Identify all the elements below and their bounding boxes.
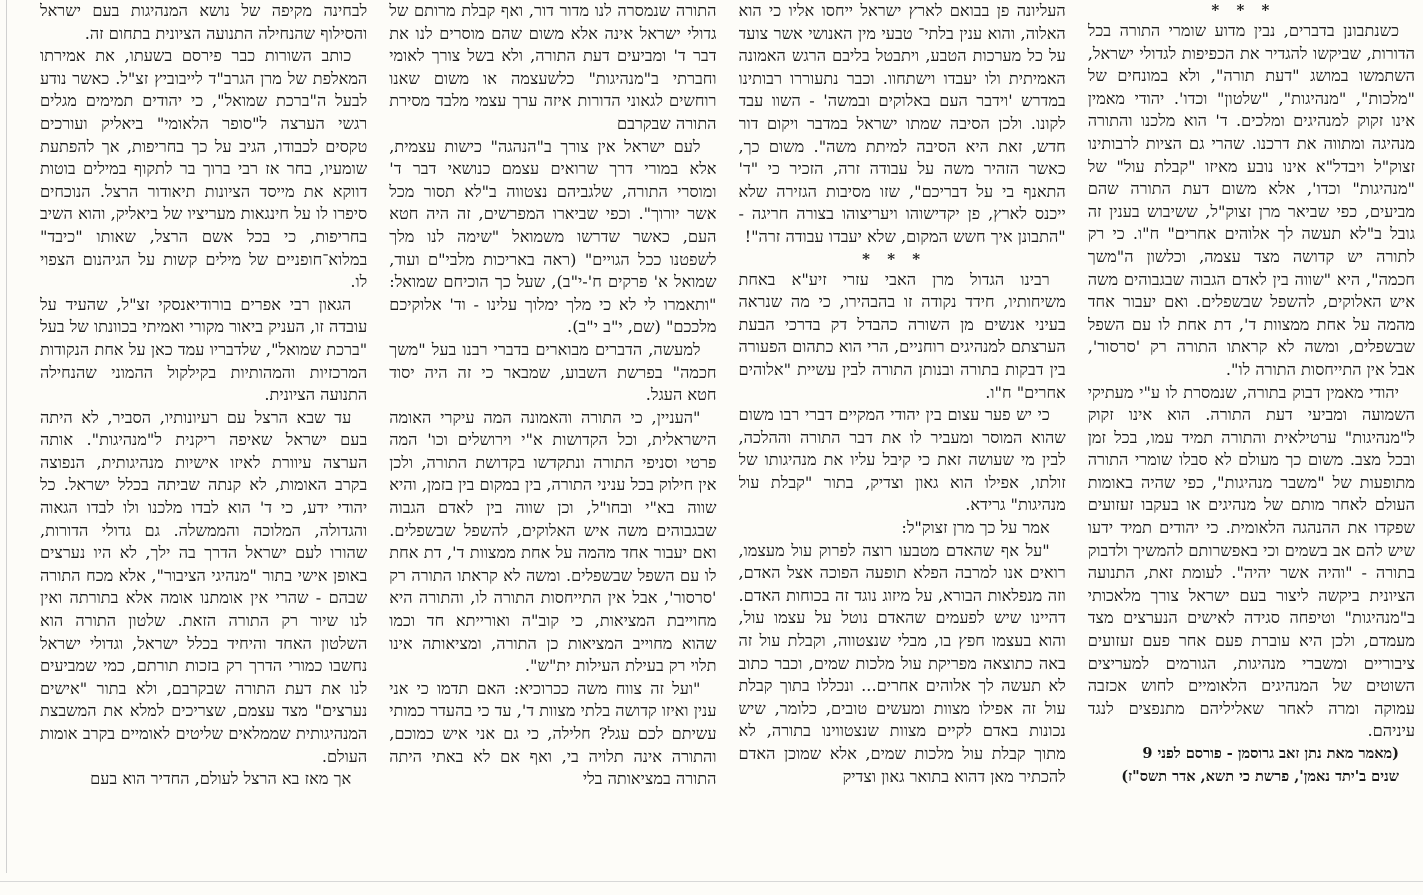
column-3 [739,0,1066,873]
paragraph: למעשה, הדברים מבוארים בדברי רבנו בעל "משך חכמה" בפרשת השבוע, שמבאר כי זה היה יסוד חטא העגל. [389,339,717,405]
paragraph: התורה שנמסרה לנו מדור דור, ואף קבלת מרותם של גדולי ישראל אינה אלא משום שהם מוסרים לנו את דבר ד' ומביעים דעת התורה, ולא בשל צורך לאומי וחברתי ב"מנהיגות" כלשעצמה או משום שאנו רוחשים לגאוני הדורות איזה ערך עצמי מלבד מסירת התורה שבקרבם [389,1,717,133]
paragraph: "ועל זה צווח משה ככרוכיא: האם תדמו כי אני ענין ואיזו קדושה בלתי מצוות ד', עד כי בהעדר כמותי עשיתם לכם עגל? חלילה, כי גם אני איש כמוכם, והתורה אינה תלויה בי, ואף אם לא באתי היתה התורה במציאותה בלי [389,678,717,789]
paragraph: רבינו הגדול מרן האבי עזרי זיע"א באחת משיחותיו, חידד נקודה זו בהבהירו, כי מה שנראה בעיני אנשים מן השורה כהבדל דק בדרכי הבעת הערצתם למנהיגים רוחניים, הרי הוא כתהום הפעורה בין דבקות בתורה ובנותן התורה לבין עשיית "אלוהים אחרים" ח"ו. [738,269,1066,402]
paragraph: יהודי מאמין דבוק בתורה, שנמסרת לו ע"י מעתיקי השמועה ומביעי דעת התורה. הוא אינו זקוק ל"מנהיגות" ערטילאית והתורה תמיד עמו, בכל זמן ובכל מצב. משום כך מעולם לא סבלו שומרי התורה מתופעות של "משבר מנהיגות", כפי שהיה באומות העולם לאחר מותם של מנהיגים או בעקבו זעזועים שפקדו את ההנהגה הלאומית. כי יהודים תמיד ידעו שיש להם אב בשמים וכי באפשרותם להמשיך ולדבוק בתורה - "והיה אשר יהיה". לעומת זאת, התנועה הציונית ביקשה ליצור בעם ישראל צורך מלאכותי ב"מנהיגות" וטיפחה סגידה לאישים הנערצים מצד מעמדם, ולכן היא עוברת פעם אחר פעם זעזועים ציבוריים ומשברי מנהיגות, הגורמים למעריצים השוטים של המנהיגים הלאומיים לחוש אכזבה עמוקה ומרה לאחר שאליליהם מתנפצים לנגד עיניהם. [1087,382,1415,741]
article-signature-line-1: (מאמר מאת נתן זאב גרוסמן - פורסם לפני 9 [1142,745,1399,762]
article-signature-line-2: שנים ב'יתד נאמן', פרשת כי תשא, אדר תשס"ז) [1121,767,1399,785]
paragraph: עד שבא הרצל עם רעיונותיו, הסביר, לא היתה בעם ישראל שאיפה ריקנית ל"מנהיגות". אותה הערצה עיוורת לאיזו אישיות מנהיגותית, הנפוצה בקרב האומות, לא קנתה שביתה בכלל ישראל. כל יהודי ידע, כי ד' הוא לבדו מלכנו ולו לבדו הגאוה והגדולה, המלוכה והממשלה. גם גדולי הדורות, שהורו לעם ישראל הדרך בה ילך, לא היו נערצים באופן אישי בתור "מנהיגי הציבור", אלא מכח התורה שבהם - שהרי אין אומתנו אומה אלא בתורתה ואין לנו שיור רק התורה הזאת. שלטון התורה הוא השלטון האחד והיחיד בכלל ישראל, וגדולי ישראל נחשבו כמורי הדרך רק בזכות תורתם, כמי שמביעים לנו את דעת התורה שבקרבם, ולא בתור "אישים נערצים" מצד עצמם, שצריכים למלא את המשבצת המנהיגותית שממלאים שליטים לאומיים בקרב אומות העולם. [40,407,368,766]
paragraph: לבחינה מקיפה של נושא המנהיגות בעם ישראל והסילוף שהנחילה התנועה הציונית בתחום זה. [40,1,368,43]
paragraph: "על אף שהאדם מטבעו רוצה לפרוק עול מעצמו, רואים אנו למרבה הפלא תופעה הפוכה אצל האדם, וזה מנפלאות הבורא, על מיזוג נוגד זה בכוחות האדם. דהיינו שיש לפעמים שהאדם נוטל על עצמו עול, והוא בעצמו חפץ בו, מבלי שנצטווה, וקבלת עול זה באה כתוצאה מפריקת עול מלכות שמים, וכבר כתוב לא תעשה לך אלוהים אחרים... ונכללו בתוך קבלת עול זה אפילו מצוות ומעשים טובים, כלומר, שיש נכונות באדם לקיים מצוות שנצטווינו בתורה, לא מתוך קבלת עול מלכות שמים, אלא שמוכן האדם להכתיר מאן דהוא בתואר גאון וצדיק [738,540,1066,786]
paragraph: כי יש פער עצום בין יהודי המקיים דברי רבו משום שהוא המוסר ומעביר לו את דבר התורה וההלכה, לבין מי שעושה זאת כי קיבל עליו את מנהיגותו של זולתו, אפילו הוא גאון וצדיק, בתור "קבלת עול מנהיגות" גרידא. [738,405,1066,515]
section-divider-stars: * * * [862,249,927,268]
section-divider-stars: * * * [1211,1,1276,19]
paragraph: הגאון רבי אפרים בורודיאנסקי זצ"ל, שהעיד על עובדה זו, העניק ביאור מקורי ואמיתי בכוונתו של בעל "ברכת שמואל", שלדבריו עמד כאן על אחת הנקודות המרכזיות והמהותיות בקילקול ההמוני שהנחילה התנועה הציונית. [40,294,368,405]
column-4 [1088,0,1415,873]
bottom-frame-border [0,873,1423,895]
paragraph: העליונה פן בבואם לארץ ישראל ייחסו אליו כי הוא האלוה, והוא ענין בלתי־ טבעי מין האנושי אשר צועד על כל מערכות הטבע, ויתבטל בליבם הרגש האמונה האמיתית ולו יעבדו וישתחוו. וכבר נתעוררו רבותינו במדרש 'וידבר העם באלוקים ובמשה' - השוו עבד לקונו. ולכן הסיבה שמתו ישראל במדבר ויקום דור חדש, זאת היא הסיבה למיתת משה". משום כך, כאשר הזהיר משה על עבודה זרה, הזכיר כי "ד' התאנף בי על דבריכם", שזו מסיבות הגזירה שלא ייכנס לארץ, פן יקדישוהו ויעריצוהו בצורה חריגה - "התבונן איך חשש המקום, שלא יעבדו עבודה זרה"! [738,1,1066,246]
left-frame-border [0,0,30,895]
column-1 [40,0,367,873]
paragraph: לעם ישראל אין צורך ב"הנהגה" כישות עצמית, אלא במורי דרך שרואים עצמם כנושאי דבר ד' ומוסרי התורה, שלגביהם נצטווה ב"לא תסור מכל אשר יורוך". וכפי שביארו המפרשים, זה היה חטא העם, כאשר שדרשו משמואל "שימה לנו מלך לשפטנו ככל הגויים" (ראה באריכות מלבי"ם ועוד, שמואל א' פרקים ח'-י"ב), שעל כך הוכיחם שמואל: "ותאמרו לי לא כי מלך ימלוך עלינו - וד' אלוקיכם מלככם" (שם, י"ב י"ב). [389,136,717,337]
paragraph: "העניין, כי התורה והאמונה המה עיקרי האומה הישראלית, וכל הקדושות א"י וירושלים וכו' המה פרטי וסניפי התורה ונתקדשו בקדושת התורה, ולכן אין חילוק בכל עניני התורה, בין במקום בין בזמן, והיא שווה בא"י ובחו"ל, וכן שווה בין לאדם הגבוה שבגבוהים משה איש האלוקים, להשפל שבשפלים. ואם יעבור אחד מהמה על אחת ממצוות ד', דת אחת לו עם השפל שבשפלים. ומשה לא קראתו התורה רק 'סרסור', אבל אין התייחסות התורה לו, והתורה היא מחוייבת המציאות, כי קוב"ה ואורייתא חד וכמו שהוא מחוייב המציאות כן התורה, ומציאותה אינו תלוי רק בעילת העילות ית"ש". [389,407,717,676]
paragraph: אמר על כך מרן זצוק"ל: [901,518,1050,538]
paragraph: אך מאז בא הרצל לעולם, החדיר הוא בעם [90,769,352,789]
column-2 [389,0,716,873]
paragraph: כשנתבונן בדברים, נבין מדוע שומרי התורה בכל הדורות, שביקשו להגדיר את הכפיפות לגדולי ישראל, השתמשו במושג "דעת תורה", ולא במונחים של "מלכות", "מנהיגות", "שלטון" וכדו'. יהודי מאמין אינו זקוק למנהיגים ומלכים. ד' הוא מלכנו והתורה מנהיגה ומתווה את דרכנו. שהרי גם הציות לרבותינו זצוק"ל ויבדל"א אינו נובע מאיזו "קבלת עול" של "מנהיגות" וכדו', אלא משום דעת התורה שהם מביעים, כפי שביאר מרן זצוק"ל, ששיבוש בענין זה גובל ב"לא תעשה לך אלוהים אחרים" ח"ו. כי רק לתורה יש קדושה מצד עצמה, וכלשון ה"משך חכמה", היא "שווה בין לאדם הגבוה שבגבוהים משה איש האלוקים, להשפל שבשפלים. ואם יעבור אחד מהמה על אחת ממצוות ד', דת אחת לו עם השפל שבשפלים, ומשה לא קראתו התורה רק 'סרסור', אבל אין התייחסות התורה לו". [1087,21,1415,379]
paragraph: כותב השורות כבר פירסם בשעתו, את אמירתו המאלפת של מרן הגרב"ד לייבוביץ זצ"ל. כאשר נודע לבעל ה"ברכת שמואל", כי יהודים תמימים מגלים רגשי הערצה ל"סופר הלאומי" ביאליק ועורכים טקסים לכבודו, הגיב על כך בחריפות, אך להפתעת שומעיו, בחר אז רבי ברוך בר לתקוף במילים בוטות דווקא את מייסד הציונות תיאודור הרצל. הנוכחים סיפרו לו על חינגאות מעריציו של ביאליק, והוא השיב בחריפות, כי בכל אשם הרצל, שאותו "כיבד" במלוא־חופניים של מילים קשות על הגיהנום הצפוי לו. [40,46,368,292]
article-columns [40,0,1415,873]
